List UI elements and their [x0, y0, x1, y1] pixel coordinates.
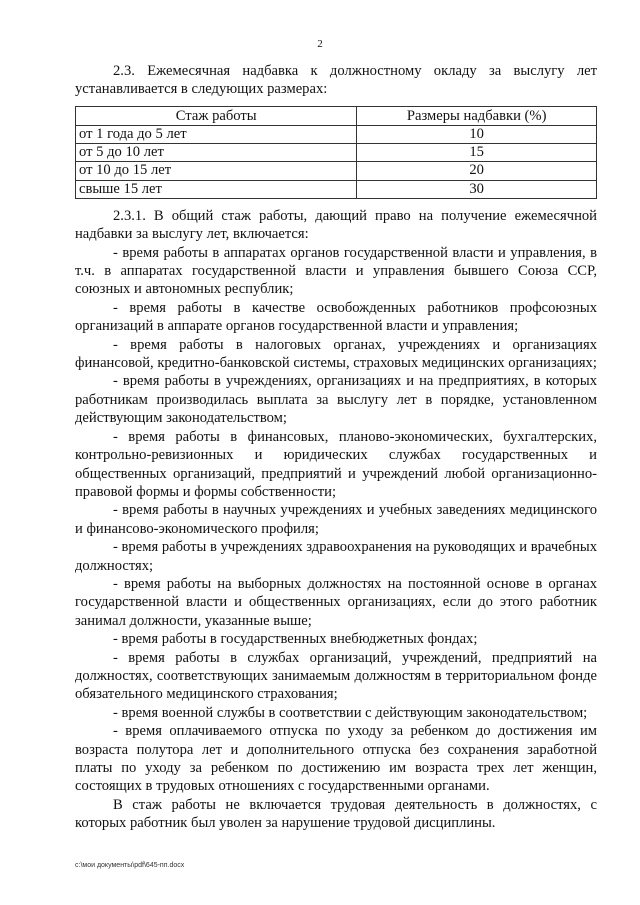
list-item: - время работы в качестве освобожденных работников профсоюзных организаций в аппарате органов государственной власти и управления;: [75, 299, 597, 335]
section-2-3-1-paragraph: 2.3.1. В общий стаж работы, дающий право на получение ежемесячной надбавки за выслугу лет, включается:: [75, 207, 597, 243]
list-item: - время работы в учреждениях здравоохранения на руководящих и врачебных должностях;: [75, 539, 597, 574]
document-body: [75, 62, 597, 833]
section-2-3-paragraph: 2.3. Ежемесячная надбавка к должностному окладу за выслугу лет устанавливается в следующих размерах:: [75, 63, 597, 98]
list-item: - время работы в учреждениях, организациях и на предприятиях, в которых работникам производилась выплата за выслугу лет в порядке, установленном действующим законодательством;: [75, 373, 597, 427]
list-item: - время оплачиваемого отпуска по уходу за ребенком до достижения им возраста полутора лет и дополнительного отпуска без сохранения заработной платы по уходу за ребенком по достижению им возраста трех лет женщин, состоящих в трудовых отношениях с государственными органами.: [75, 723, 597, 795]
list-item: - время работы в службах организаций, учреждений, предприятий на должностях, соответствующих занимаемым должностям в территориальном фонде обязательного медицинского страхования;: [75, 649, 597, 703]
experience-cell: свыше 15 лет: [76, 180, 357, 198]
list-item: - время работы в налоговых органах, учреждениях и организациях финансовой, кредитно-банковской системы, страховых медицинских организациях;: [75, 336, 597, 372]
table-row: [76, 126, 597, 144]
closing-paragraph: В стаж работы не включается трудовая деятельность в должностях, с которых работник был уволен за нарушение трудовой дисциплины.: [75, 796, 597, 832]
table-row: [76, 144, 597, 162]
table-header-row: [76, 106, 597, 125]
bonus-value-cell: 15: [357, 144, 597, 162]
file-path-footer: c:\мои документы\pdf\645-пп.docx: [75, 862, 185, 869]
experience-cell: от 1 года до 5 лет: [76, 126, 357, 144]
table-row: [76, 180, 597, 198]
list-item: - время военной службы в соответствии с действующим законодательством;: [113, 704, 588, 721]
list-item: - время работы в государственных внебюджетных фондах;: [113, 631, 478, 648]
list-item: - время работы в финансовых, планово-экономических, бухгалтерских, контрольно-ревизионных и юридических службах государственных и общественных организаций, предприятий и учреждений любой организационно-правовой формы и формы собственности;: [75, 428, 597, 500]
page-number: 2: [317, 38, 323, 50]
column-header-experience: Стаж работы: [76, 106, 357, 125]
bonus-value-cell: 10: [357, 126, 597, 144]
list-item: - время работы на выборных должностях на постоянной основе в органах государственной власти и общественных организациях, если до этого работник занимал должности, указанные выше;: [75, 575, 597, 629]
column-header-bonus: Размеры надбавки (%): [357, 106, 597, 125]
bonus-value-cell: 30: [357, 180, 597, 198]
experience-cell: от 10 до 15 лет: [76, 162, 357, 180]
bonus-value-cell: 20: [357, 162, 597, 180]
experience-cell: от 5 до 10 лет: [76, 144, 357, 162]
seniority-bonus-table: [75, 106, 597, 199]
list-item: - время работы в научных учреждениях и учебных заведениях медицинского и финансово-экономического профиля;: [75, 502, 597, 537]
table-row: [76, 162, 597, 180]
list-item: - время работы в аппаратах органов государственной власти и управления, в т.ч. в аппаратах государственной власти и управления бывшего Союза ССР, союзных и автономных республик;: [75, 244, 597, 298]
